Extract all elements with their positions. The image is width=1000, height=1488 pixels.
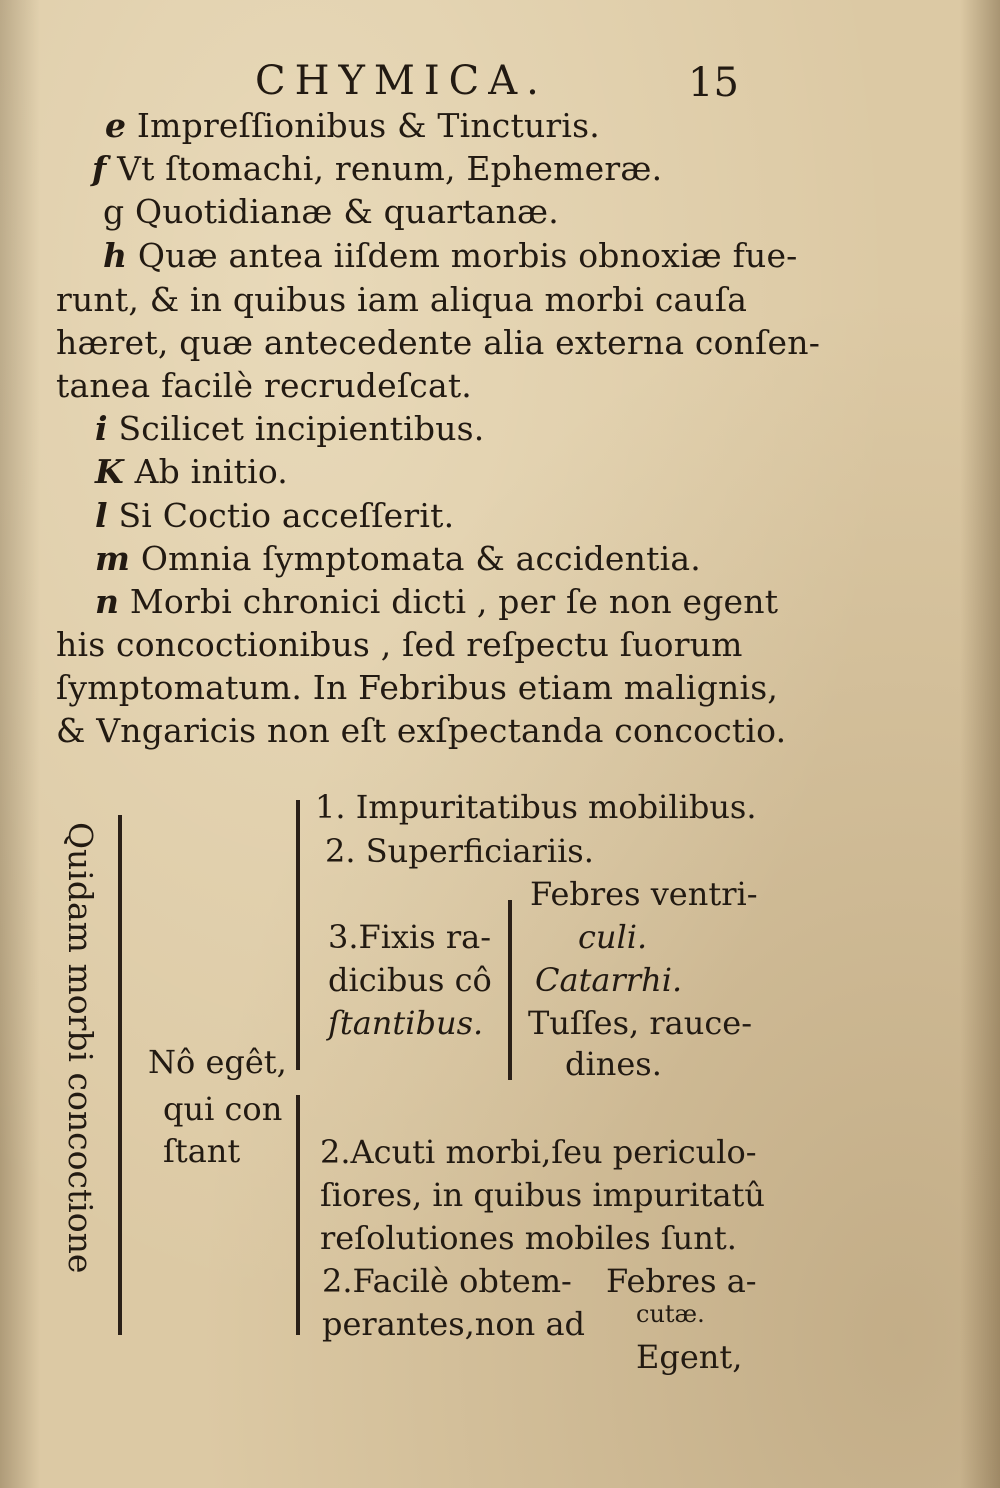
note-text: Quæ antea iiſdem morbis obnoxiæ fue-: [137, 236, 798, 275]
item-3-line3: ſtantibus.: [328, 1004, 484, 1042]
febres-line2: culi.: [578, 918, 648, 956]
note-k: [95, 452, 288, 491]
note-marker: g: [103, 192, 125, 231]
febres-acutae-line2: cutæ.: [636, 1300, 705, 1328]
acuti-line2: ſiores, in quibus impuritatû: [320, 1176, 765, 1214]
facile-line2: perantes,non ad: [322, 1305, 586, 1343]
note-text: Ab initio.: [134, 452, 288, 491]
brace-2: [296, 1095, 300, 1335]
note-n-cont-2: ſymptomatum. In Febribus etiam malignis,: [56, 668, 779, 707]
note-text: Impreſſionibus & Tincturis.: [136, 106, 600, 145]
vertical-label-box: [50, 822, 110, 1342]
note-e: [105, 106, 600, 145]
brace-1: [296, 800, 300, 1070]
note-marker: n: [95, 582, 120, 621]
col2-line1: Nô egêt,: [148, 1043, 287, 1081]
note-n: [95, 582, 778, 621]
item-1: 1. Impuritatibus mobilibus.: [315, 788, 757, 826]
note-n-cont-1: his concoctionibus , ſed reſpectu ſuorum: [56, 625, 743, 664]
facile-line1: 2.Facilè obtem-: [322, 1262, 572, 1300]
note-h: [103, 236, 798, 275]
item-2: 2. Superficiariis.: [325, 832, 594, 870]
running-title: CHYMICA.: [255, 58, 548, 104]
note-text: Morbi chronici dicti , per ſe non egent: [129, 582, 779, 621]
note-h-cont-1: runt, & in quibus iam aliqua morbi cauſa: [56, 280, 748, 319]
col2-line2: qui con: [163, 1090, 283, 1128]
note-f: [92, 149, 662, 188]
item-3-line2: dicibus cô: [328, 961, 492, 999]
note-marker: e: [105, 106, 127, 145]
acuti-line1: 2.Acuti morbi,ſeu periculo-: [320, 1133, 757, 1171]
note-h-cont-3: tanea facilè recrudeſcat.: [56, 366, 472, 405]
note-marker: l: [95, 496, 108, 535]
note-i: [95, 409, 485, 448]
febres-line5: dines.: [565, 1045, 662, 1083]
note-m: [95, 539, 701, 578]
note-text: Quotidianæ & quartanæ.: [135, 192, 559, 231]
note-marker: m: [95, 539, 131, 578]
page-number: 15: [688, 60, 739, 106]
note-marker: i: [95, 409, 108, 448]
febres-line3: Catarrhi.: [535, 961, 683, 999]
note-text: Scilicet incipientibus.: [118, 409, 485, 448]
note-n-cont-3: & Vngaricis non eſt exſpectanda concoctio.: [56, 711, 787, 750]
brace-3: [508, 900, 512, 1080]
note-g: [103, 192, 559, 231]
note-l: [95, 496, 454, 535]
note-marker: K: [95, 452, 124, 491]
febres-acutae-line1: Febres a-: [606, 1262, 757, 1300]
note-marker: h: [103, 236, 128, 275]
item-3-line1: 3.Fixis ra-: [328, 918, 492, 956]
note-text: Si Coctio acceſſerit.: [118, 496, 455, 535]
outer-brace: [118, 815, 122, 1335]
col2-line3: ſtant: [163, 1132, 241, 1170]
febres-line4: Tuſſes, rauce-: [528, 1004, 752, 1042]
note-text: Omnia ſymptomata & accidentia.: [140, 539, 701, 578]
febres-line1: Febres ventri-: [530, 875, 758, 913]
note-marker: f: [92, 149, 107, 188]
febres-acutae-line3: Egent,: [636, 1338, 743, 1376]
vertical-label: Quidam morbi concoctione: [61, 822, 100, 1274]
note-text: Vt ſtomachi, renum, Ephemeræ.: [117, 149, 663, 188]
acuti-line3: reſolutiones mobiles ſunt.: [320, 1219, 737, 1257]
note-h-cont-2: hæret, quæ antecedente alia externa conſen-: [56, 323, 821, 362]
